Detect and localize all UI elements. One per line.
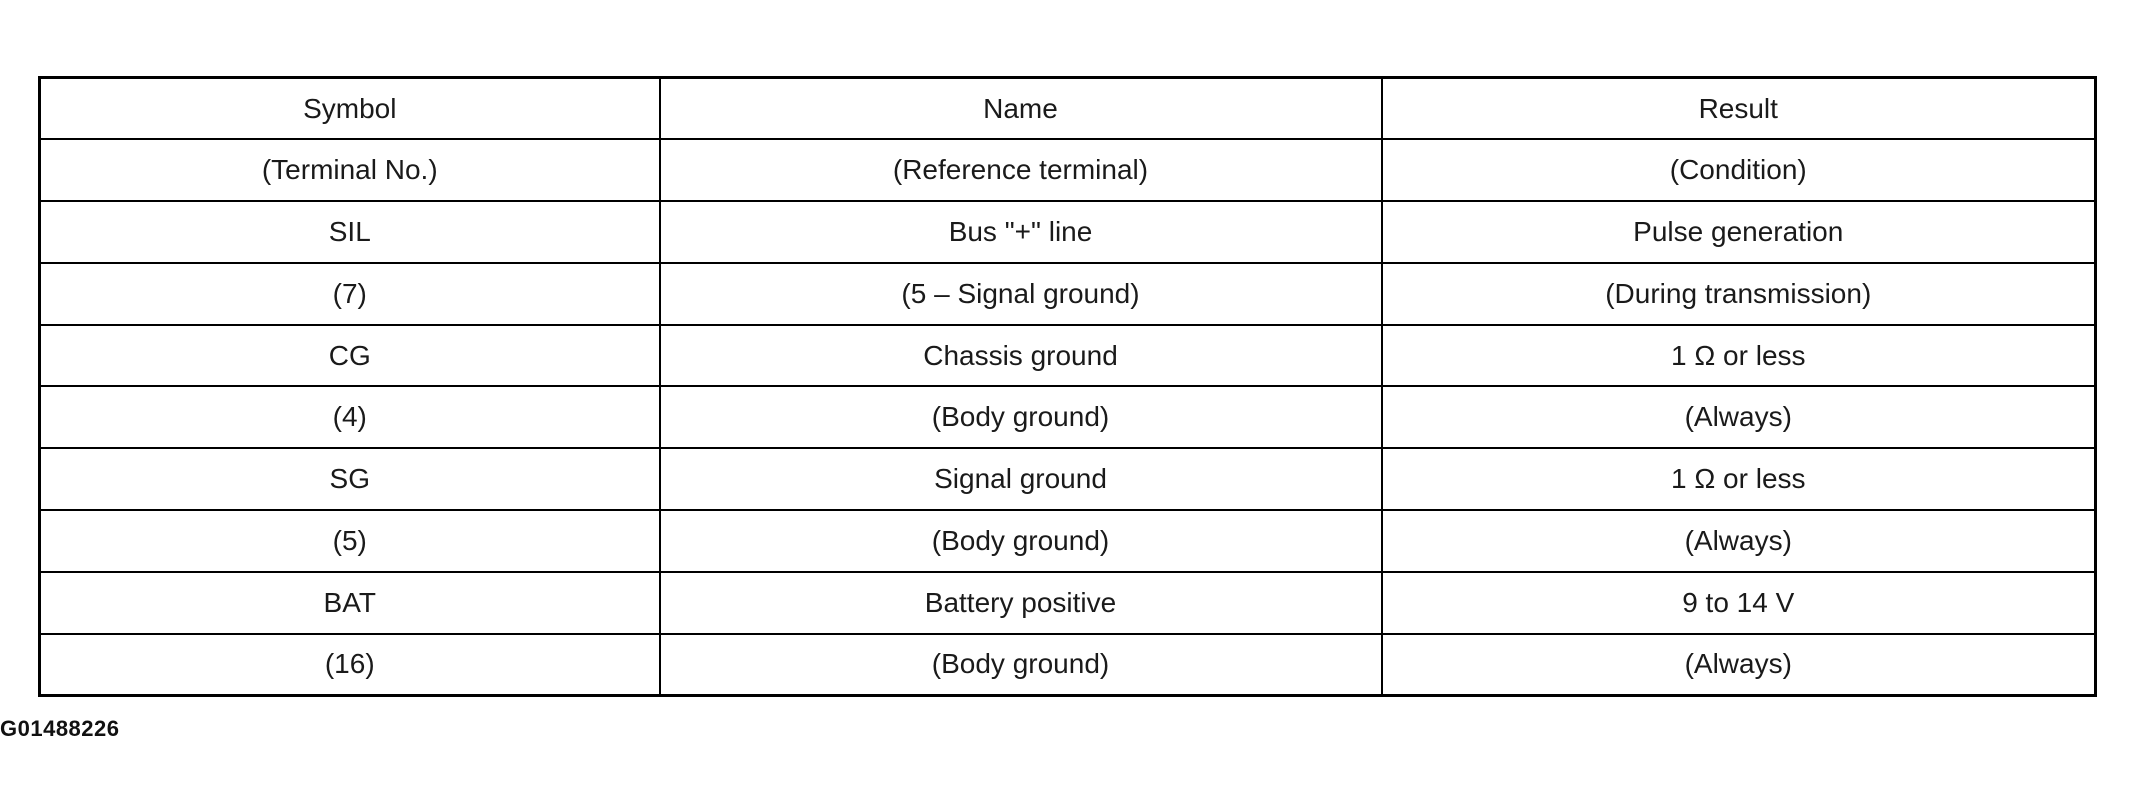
cell-result: (During transmission) [1382, 263, 2096, 325]
cell-name: (Body ground) [660, 386, 1382, 448]
header-cell-result: Result [1382, 78, 2096, 140]
cell-symbol: CG [40, 325, 660, 387]
cell-result: 9 to 14 V [1382, 572, 2096, 634]
table-row [40, 386, 2096, 448]
header-cell-symbol: Symbol [40, 78, 660, 140]
cell-name: (Body ground) [660, 634, 1382, 696]
table-row [40, 325, 2096, 387]
cell-symbol: (7) [40, 263, 660, 325]
cell-name: Battery positive [660, 572, 1382, 634]
table-row [40, 448, 2096, 510]
cell-result: Pulse generation [1382, 201, 2096, 263]
cell-name: Chassis ground [660, 325, 1382, 387]
cell-symbol: (5) [40, 510, 660, 572]
header-cell-condition: (Condition) [1382, 139, 2096, 201]
cell-name: (Body ground) [660, 510, 1382, 572]
header-cell-name: Name [660, 78, 1382, 140]
figure-id-label: G01488226 [0, 716, 120, 741]
table-row [40, 263, 2096, 325]
cell-symbol: BAT [40, 572, 660, 634]
terminal-spec-table [38, 76, 2097, 697]
cell-symbol: SIL [40, 201, 660, 263]
cell-result: (Always) [1382, 386, 2096, 448]
cell-result: (Always) [1382, 510, 2096, 572]
table-row [40, 572, 2096, 634]
cell-name: (5 – Signal ground) [660, 263, 1382, 325]
cell-symbol: (4) [40, 386, 660, 448]
header-cell-reference-terminal: (Reference terminal) [660, 139, 1382, 201]
cell-name: Signal ground [660, 448, 1382, 510]
table-row [40, 634, 2096, 696]
header-row [40, 78, 2096, 140]
table-row [40, 201, 2096, 263]
table-row [40, 510, 2096, 572]
cell-result: (Always) [1382, 634, 2096, 696]
header-cell-terminal-no: (Terminal No.) [40, 139, 660, 201]
cell-result: 1 Ω or less [1382, 448, 2096, 510]
cell-symbol: (16) [40, 634, 660, 696]
cell-result: 1 Ω or less [1382, 325, 2096, 387]
cell-name: Bus "+" line [660, 201, 1382, 263]
header-row [40, 139, 2096, 201]
cell-symbol: SG [40, 448, 660, 510]
